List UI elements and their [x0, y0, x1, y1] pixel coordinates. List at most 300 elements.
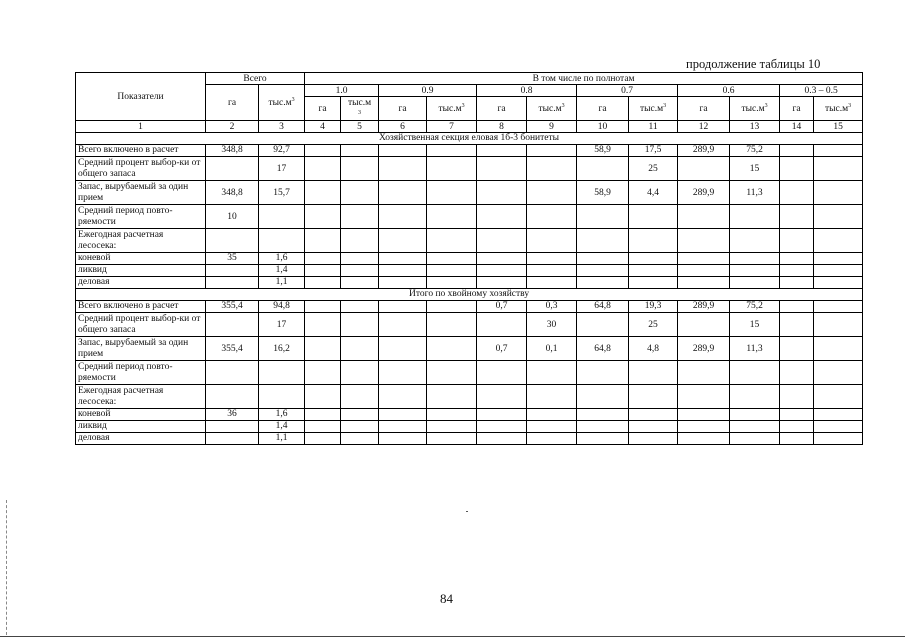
- table-cell: [477, 313, 527, 337]
- table-cell: [341, 433, 379, 445]
- table-row: [76, 145, 863, 157]
- table-cell: 11,3: [730, 337, 780, 361]
- table-cell: [379, 145, 427, 157]
- table-cell: [259, 385, 305, 409]
- table-cell: 11,3: [730, 181, 780, 205]
- table-cell: [341, 253, 379, 265]
- table-cell: [577, 205, 629, 229]
- table-cell: [780, 265, 814, 277]
- table-cell: [305, 409, 341, 421]
- table-cell: [678, 277, 730, 289]
- table-cell: 0,7: [477, 301, 527, 313]
- table-cell: [814, 361, 863, 385]
- header-unit-ha: га: [678, 97, 730, 121]
- table-cell: [730, 265, 780, 277]
- scan-edge: [6, 500, 8, 635]
- table-cell: [577, 313, 629, 337]
- row-label: Запас, вырубаемый за один прием: [76, 337, 206, 361]
- table-cell: [577, 229, 629, 253]
- table-cell: [814, 157, 863, 181]
- header-by-density: В том числе по полнотам: [305, 73, 863, 85]
- table-cell: [427, 409, 477, 421]
- table-cell: [814, 145, 863, 157]
- column-number: 1: [76, 121, 206, 133]
- table-cell: 64,8: [577, 301, 629, 313]
- table-cell: [629, 361, 678, 385]
- header-unit-km3: $тыс.м^3$: [730, 97, 780, 121]
- column-number: 11: [629, 121, 678, 133]
- table-cell: [780, 385, 814, 409]
- table-cell: [341, 277, 379, 289]
- table-cell: [427, 157, 477, 181]
- table-cell: [780, 277, 814, 289]
- table-cell: [305, 361, 341, 385]
- table-cell: 289,9: [678, 181, 730, 205]
- table-cell: [427, 253, 477, 265]
- table-cell: [678, 421, 730, 433]
- column-number: 7: [427, 121, 477, 133]
- table-cell: 25: [629, 157, 678, 181]
- table-cell: [305, 313, 341, 337]
- table-cell: [305, 385, 341, 409]
- section-header-row: [76, 289, 863, 301]
- table-cell: [341, 229, 379, 253]
- table-cell: [814, 433, 863, 445]
- table-cell: 289,9: [678, 337, 730, 361]
- table-cell: [577, 265, 629, 277]
- table-cell: [814, 409, 863, 421]
- table-cell: [341, 205, 379, 229]
- table-cell: 4,8: [629, 337, 678, 361]
- table-cell: [629, 385, 678, 409]
- table-cell: [730, 433, 780, 445]
- table-cell: [477, 409, 527, 421]
- table-cell: 17: [259, 313, 305, 337]
- table-cell: [379, 301, 427, 313]
- table-cell: [814, 265, 863, 277]
- header-unit-ha: га: [577, 97, 629, 121]
- table-cell: [341, 313, 379, 337]
- table-cell: [427, 337, 477, 361]
- section-title: Хозяйственная секция еловая 1б-3 бонитеты: [76, 133, 863, 145]
- table-cell: [379, 229, 427, 253]
- table-cell: [305, 205, 341, 229]
- table-cell: [814, 421, 863, 433]
- table-cell: [341, 157, 379, 181]
- header-unit-km3: $тыс.м^3$: [527, 97, 577, 121]
- table-cell: [305, 265, 341, 277]
- table-cell: [477, 181, 527, 205]
- table-cell: [379, 337, 427, 361]
- scan-speck: [466, 511, 468, 512]
- column-number: 9: [527, 121, 577, 133]
- header-density-2: 0.8: [477, 85, 577, 97]
- header-density-0: 1.0: [305, 85, 379, 97]
- header-density-3: 0.7: [577, 85, 678, 97]
- table-cell: [259, 361, 305, 385]
- table-cell: [814, 337, 863, 361]
- table-cell: [379, 265, 427, 277]
- table-cell: 58,9: [577, 181, 629, 205]
- column-number: 12: [678, 121, 730, 133]
- table-cell: [305, 277, 341, 289]
- column-number: 6: [379, 121, 427, 133]
- table-cell: [427, 421, 477, 433]
- table-cell: [379, 205, 427, 229]
- table-cell: [577, 361, 629, 385]
- table-row: [76, 181, 863, 205]
- table-cell: [206, 277, 259, 289]
- table-row: [76, 277, 863, 289]
- table-cell: [477, 361, 527, 385]
- table-cell: 4,4: [629, 181, 678, 205]
- row-label: ликвид: [76, 421, 206, 433]
- table-cell: [305, 433, 341, 445]
- table-cell: 17: [259, 157, 305, 181]
- row-label: коневой: [76, 409, 206, 421]
- table-cell: [814, 229, 863, 253]
- header-total-ha: га: [206, 85, 259, 121]
- table-cell: 1,6: [259, 253, 305, 265]
- table-cell: [730, 409, 780, 421]
- table-cell: [730, 253, 780, 265]
- column-number: 5: [341, 121, 379, 133]
- table-row: [76, 253, 863, 265]
- header-density-1: 0.9: [379, 85, 477, 97]
- table-cell: [427, 181, 477, 205]
- table-cell: 19,3: [629, 301, 678, 313]
- table-cell: [780, 421, 814, 433]
- table-cell: [678, 157, 730, 181]
- header-unit-km3: $тыс.м^3$: [629, 97, 678, 121]
- table-cell: [730, 229, 780, 253]
- table-cell: [577, 157, 629, 181]
- table-cell: 30: [527, 313, 577, 337]
- table-cell: [379, 253, 427, 265]
- table-cell: [341, 337, 379, 361]
- row-label: коневой: [76, 253, 206, 265]
- table-cell: [477, 385, 527, 409]
- table-cell: [678, 409, 730, 421]
- scan-bottom-edge: [0, 636, 905, 637]
- header-unit-ha: га: [780, 97, 814, 121]
- table-cell: [730, 421, 780, 433]
- table-row: [76, 157, 863, 181]
- table-row: [76, 385, 863, 409]
- table-cell: [577, 277, 629, 289]
- table-cell: [527, 421, 577, 433]
- table-cell: [814, 277, 863, 289]
- column-number: 2: [206, 121, 259, 133]
- table-cell: [305, 229, 341, 253]
- table-cell: [527, 409, 577, 421]
- table-cell: [477, 157, 527, 181]
- table-cell: [577, 421, 629, 433]
- table-cell: [814, 205, 863, 229]
- table-cell: 75,2: [730, 301, 780, 313]
- row-label: Ежегодная расчетная лесосека:: [76, 385, 206, 409]
- table-cell: [206, 385, 259, 409]
- table-row: [76, 361, 863, 385]
- table-cell: [527, 277, 577, 289]
- table-cell: [427, 361, 477, 385]
- table-cell: [477, 205, 527, 229]
- table-cell: [379, 433, 427, 445]
- table-cell: [730, 361, 780, 385]
- table-cell: 94,8: [259, 301, 305, 313]
- table-cell: 355,4: [206, 337, 259, 361]
- table-cell: 355,4: [206, 301, 259, 313]
- table-cell: [379, 409, 427, 421]
- table-row: [76, 421, 863, 433]
- row-label: Ежегодная расчетная лесосека:: [76, 229, 206, 253]
- table-cell: [780, 145, 814, 157]
- header-unit-ha: га: [305, 97, 341, 121]
- table-cell: 348,8: [206, 145, 259, 157]
- table-cell: [477, 253, 527, 265]
- column-number: 13: [730, 121, 780, 133]
- table-cell: [379, 421, 427, 433]
- column-number: 10: [577, 121, 629, 133]
- table-cell: [379, 157, 427, 181]
- table-cell: [341, 145, 379, 157]
- table-row: [76, 337, 863, 361]
- table-cell: [379, 277, 427, 289]
- row-label: Средний процент выбор-ки от общего запаса: [76, 313, 206, 337]
- table-cell: 35: [206, 253, 259, 265]
- header-indicators: Показатели: [76, 73, 206, 121]
- table-cell: [730, 277, 780, 289]
- table-cell: [427, 145, 477, 157]
- table-cell: 15,7: [259, 181, 305, 205]
- header-unit-km3: $тыс.м^3$: [427, 97, 477, 121]
- table-cell: [341, 265, 379, 277]
- table-cell: [678, 385, 730, 409]
- table-cell: 36: [206, 409, 259, 421]
- table-cell: [477, 421, 527, 433]
- table-cell: 1,4: [259, 265, 305, 277]
- header-unit-km3: $тыс.м^3$: [814, 97, 863, 121]
- table-cell: [814, 313, 863, 337]
- table-cell: 1,1: [259, 433, 305, 445]
- table-cell: 16,2: [259, 337, 305, 361]
- table-row: [76, 433, 863, 445]
- row-label: Средний период повто-ряемости: [76, 205, 206, 229]
- table-cell: [305, 421, 341, 433]
- table-cell: [527, 157, 577, 181]
- header-total: Всего: [206, 73, 305, 85]
- table-cell: [427, 277, 477, 289]
- row-label: деловая: [76, 277, 206, 289]
- table-cell: [814, 385, 863, 409]
- table-row: [76, 265, 863, 277]
- table-row: [76, 205, 863, 229]
- table-cell: [780, 205, 814, 229]
- table-cell: [259, 229, 305, 253]
- table-cell: [629, 277, 678, 289]
- table-cell: [527, 361, 577, 385]
- table-cell: [527, 205, 577, 229]
- column-number: 14: [780, 121, 814, 133]
- table-cell: [305, 145, 341, 157]
- table-cell: [206, 361, 259, 385]
- header-unit-ha: га: [477, 97, 527, 121]
- section-header-row: [76, 133, 863, 145]
- page-number: 84: [440, 591, 453, 606]
- table-cell: 64,8: [577, 337, 629, 361]
- table-cell: [629, 265, 678, 277]
- table-cell: 92,7: [259, 145, 305, 157]
- table-cell: [678, 253, 730, 265]
- table-cell: [814, 253, 863, 265]
- table-cell: [678, 361, 730, 385]
- table-cell: [206, 421, 259, 433]
- table-cell: [477, 229, 527, 253]
- table-cell: [780, 313, 814, 337]
- table-cell: [206, 433, 259, 445]
- table-cell: [527, 385, 577, 409]
- table-cell: 0,1: [527, 337, 577, 361]
- header-total-km3: $тыс.м^3$: [259, 85, 305, 121]
- table-cell: 0,7: [477, 337, 527, 361]
- header-density-4: 0.6: [678, 85, 780, 97]
- table-cell: 75,2: [730, 145, 780, 157]
- table-cell: [259, 205, 305, 229]
- table-cell: [379, 385, 427, 409]
- row-label: ликвид: [76, 265, 206, 277]
- table-cell: 58,9: [577, 145, 629, 157]
- table-cell: [527, 265, 577, 277]
- table-cell: [678, 205, 730, 229]
- column-number: 15: [814, 121, 863, 133]
- table-cell: 1,1: [259, 277, 305, 289]
- table-row: [76, 229, 863, 253]
- table-cell: [814, 181, 863, 205]
- table-cell: 348,8: [206, 181, 259, 205]
- column-number: 4: [305, 121, 341, 133]
- table-cell: [814, 301, 863, 313]
- table-cell: 17,5: [629, 145, 678, 157]
- table-cell: [341, 301, 379, 313]
- table-cell: [629, 421, 678, 433]
- table-cell: [305, 301, 341, 313]
- table-cell: [780, 409, 814, 421]
- table-cell: [206, 229, 259, 253]
- table-cell: [305, 337, 341, 361]
- table-cell: [305, 181, 341, 205]
- table-caption: продолжение таблицы 10: [686, 57, 821, 71]
- table-cell: [427, 301, 477, 313]
- table-cell: [206, 313, 259, 337]
- table-cell: [427, 265, 477, 277]
- table-cell: [206, 265, 259, 277]
- forest-harvest-table: [75, 72, 863, 445]
- table-cell: 1,4: [259, 421, 305, 433]
- row-label: деловая: [76, 433, 206, 445]
- header-unit-km3: тыс.м 3: [341, 97, 379, 121]
- table-cell: [678, 313, 730, 337]
- table-cell: [427, 205, 477, 229]
- table-cell: [629, 205, 678, 229]
- table-cell: 15: [730, 157, 780, 181]
- table-cell: [477, 265, 527, 277]
- row-label: Средний процент выбор-ки от общего запаса: [76, 157, 206, 181]
- table-cell: [527, 145, 577, 157]
- table-cell: 15: [730, 313, 780, 337]
- table-cell: 289,9: [678, 145, 730, 157]
- table-cell: [577, 433, 629, 445]
- table-cell: [780, 229, 814, 253]
- table-cell: 10: [206, 205, 259, 229]
- table-cell: [527, 181, 577, 205]
- table-cell: 1,6: [259, 409, 305, 421]
- row-label: Всего включено в расчет: [76, 301, 206, 313]
- table-cell: [629, 253, 678, 265]
- table-cell: [477, 277, 527, 289]
- table-cell: [341, 361, 379, 385]
- table-cell: [730, 385, 780, 409]
- table-cell: 25: [629, 313, 678, 337]
- row-label: Средний период повто-ряемости: [76, 361, 206, 385]
- table-cell: [477, 433, 527, 445]
- row-label: Запас, вырубаемый за один прием: [76, 181, 206, 205]
- table-cell: [305, 157, 341, 181]
- table-cell: [780, 181, 814, 205]
- header-unit-ha: га: [379, 97, 427, 121]
- table-cell: [780, 361, 814, 385]
- table-cell: [629, 409, 678, 421]
- table-cell: [379, 181, 427, 205]
- table-cell: [577, 409, 629, 421]
- table-cell: [780, 253, 814, 265]
- table-row: [76, 301, 863, 313]
- table-cell: [780, 433, 814, 445]
- table-cell: [730, 205, 780, 229]
- table-cell: 0,3: [527, 301, 577, 313]
- section-title: Итого по хвойному хозяйству: [76, 289, 863, 301]
- header-density-5: 0.3 – 0.5: [780, 85, 863, 97]
- column-number: 3: [259, 121, 305, 133]
- table-cell: [678, 229, 730, 253]
- table-cell: [629, 229, 678, 253]
- row-label: Всего включено в расчет: [76, 145, 206, 157]
- table-cell: [427, 433, 477, 445]
- table-cell: [527, 253, 577, 265]
- table-cell: [305, 253, 341, 265]
- table-cell: [477, 145, 527, 157]
- table-cell: [427, 229, 477, 253]
- table-cell: [577, 385, 629, 409]
- table-row: [76, 409, 863, 421]
- table-cell: [527, 229, 577, 253]
- table-cell: [678, 433, 730, 445]
- table-cell: [341, 409, 379, 421]
- table-cell: [427, 313, 477, 337]
- table-row: [76, 313, 863, 337]
- table-cell: [577, 253, 629, 265]
- table-cell: [379, 361, 427, 385]
- table-cell: [379, 313, 427, 337]
- table-cell: 289,9: [678, 301, 730, 313]
- table-cell: [427, 385, 477, 409]
- table-cell: [780, 301, 814, 313]
- table-cell: [341, 385, 379, 409]
- table-cell: [341, 181, 379, 205]
- table-cell: [341, 421, 379, 433]
- table-cell: [206, 157, 259, 181]
- table-cell: [527, 433, 577, 445]
- table-cell: [780, 157, 814, 181]
